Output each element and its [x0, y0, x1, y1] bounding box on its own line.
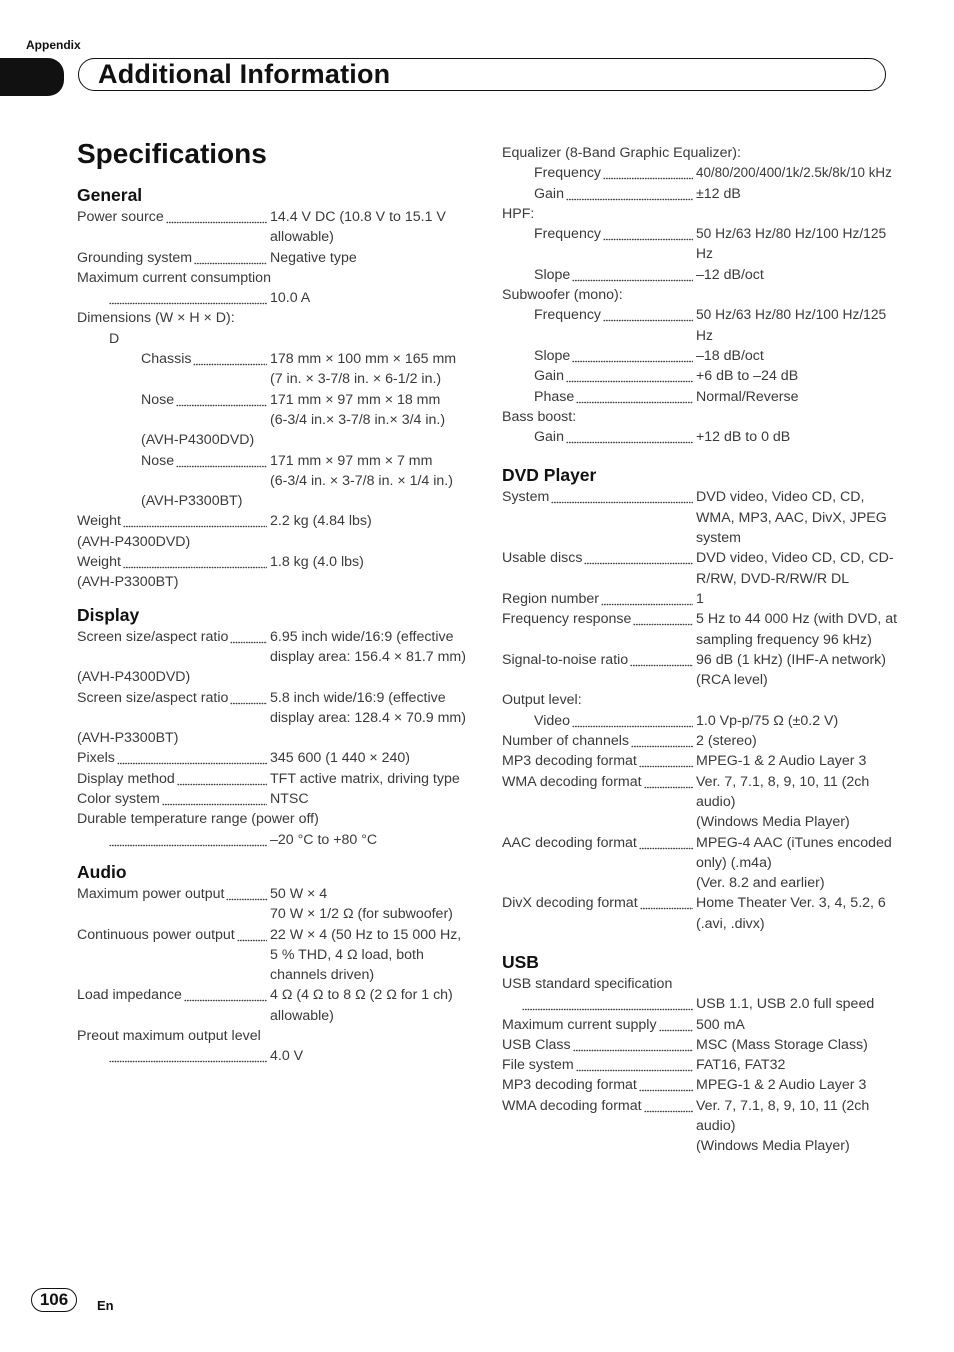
spec-label-usb-standard: USB standard specification — [502, 975, 673, 992]
spec-value-alt: (6-3/4 in.× 3-7/8 in.× 3/4 in.) — [270, 411, 446, 428]
spec-row-weight-1 — [77, 511, 472, 531]
spec-row-power-source — [77, 207, 472, 248]
spec-label: Screen size/aspect ratio — [77, 628, 229, 645]
spec-row-aac — [502, 833, 902, 894]
spec-value: NTSC — [270, 791, 309, 808]
spec-value: DVD video, Video CD, CD, CD-R/RW, DVD-R/RW/R DL — [696, 550, 894, 587]
spec-value: –20 °C to +80 °C — [270, 831, 378, 848]
spec-value: DVD video, Video CD, CD, WMA, MP3, AAC, DivX, JPEG system — [696, 489, 887, 547]
spec-row-channels — [502, 731, 902, 751]
spec-label: Nose — [141, 391, 175, 408]
spec-value: 1 — [696, 590, 704, 607]
spec-label: DivX decoding format — [502, 895, 638, 912]
model-note: (AVH-P4300DVD) — [141, 432, 255, 449]
spec-label: Screen size/aspect ratio — [77, 689, 229, 706]
spec-row-usb-wma — [502, 1096, 902, 1157]
spec-value: 50 W × 4 — [270, 885, 328, 902]
spec-row-bass-gain — [502, 427, 902, 447]
spec-label: Grounding system — [77, 249, 193, 266]
spec-value: TFT active matrix, driving type — [270, 770, 460, 787]
spec-label: File system — [502, 1057, 574, 1074]
spec-label: Frequency — [534, 165, 602, 182]
spec-label: Weight — [77, 513, 121, 530]
spec-value: ±12 dB — [696, 185, 741, 202]
section-tab — [0, 58, 64, 96]
spec-label-max-current: Maximum current consumption — [77, 269, 271, 286]
spec-value-alt: (7 in. × 3-7/8 in. × 6-1/2 in.) — [270, 371, 442, 388]
spec-row-mp3 — [502, 751, 902, 771]
spec-value: Ver. 7, 7.1, 8, 9, 10, 11 (2ch audio) — [696, 1097, 870, 1135]
spec-label: Gain — [534, 368, 564, 385]
spec-value: 1.8 kg (4.0 lbs) — [270, 554, 364, 571]
spec-label: WMA decoding format — [502, 773, 642, 790]
right-column — [502, 143, 902, 1157]
display-heading: Display — [77, 604, 140, 625]
spec-label: Maximum power output — [77, 885, 225, 902]
spec-label: Pixels — [77, 750, 115, 767]
spec-label: Phase — [534, 388, 575, 405]
spec-value: 178 mm × 100 mm × 165 mm — [270, 351, 457, 368]
spec-label: Region number — [502, 590, 600, 607]
spec-value: 6.95 inch wide/16:9 (effective display area: 156.4 × 81.7 mm) — [270, 628, 466, 665]
spec-row-usb-current — [502, 1015, 902, 1035]
spec-value-alt: (Windows Media Player) — [696, 1138, 850, 1155]
spec-row-sub-phase — [502, 387, 902, 407]
spec-row-dvd-system — [502, 487, 902, 548]
spec-value: +12 dB to 0 dB — [696, 429, 791, 446]
spec-value: –18 dB/oct — [696, 347, 764, 364]
spec-value: +6 dB to –24 dB — [696, 368, 799, 385]
spec-row-divx — [502, 893, 902, 934]
spec-value-alt: 70 W × 1/2 Ω (for subwoofer) — [270, 906, 453, 923]
spec-label: Display method — [77, 770, 175, 787]
spec-value: 4 Ω (4 Ω to 8 Ω (2 Ω for 1 ch) allowable) — [270, 987, 453, 1024]
spec-value: 500 mA — [696, 1016, 745, 1033]
page-title: Specifications — [77, 138, 267, 169]
spec-label: Gain — [534, 185, 564, 202]
spec-row-eq-gain — [502, 184, 902, 204]
spec-row-hpf-slope — [502, 265, 902, 285]
spec-row-grounding — [77, 248, 472, 268]
page-number: 106 — [31, 1288, 77, 1312]
spec-row-screen-1 — [77, 627, 472, 668]
spec-label: Gain — [534, 429, 564, 446]
model-note: (AVH-P3300BT) — [77, 730, 179, 747]
spec-value: 50 Hz/63 Hz/80 Hz/100 Hz/125 Hz — [696, 226, 887, 262]
spec-row-continuous-power — [77, 925, 472, 986]
spec-value-alt: (6-3/4 in. × 3-7/8 in. × 1/4 in.) — [270, 472, 453, 489]
spec-label-preout: Preout maximum output level — [77, 1027, 261, 1044]
general-heading: General — [77, 185, 143, 205]
spec-row-hpf-frequency — [502, 224, 902, 265]
subwoofer-label: Subwoofer (mono): — [502, 287, 623, 304]
spec-row-nose-1 — [77, 390, 472, 431]
spec-row-sub-gain — [502, 366, 902, 386]
spec-value: 40/80/200/400/1k/2.5k/8k/10 kHz — [696, 165, 892, 181]
spec-row-preout — [77, 1046, 472, 1066]
model-note: (AVH-P4300DVD) — [77, 533, 191, 550]
spec-value: 171 mm × 97 mm × 7 mm — [270, 452, 433, 469]
language-label: En — [97, 1298, 114, 1313]
bass-boost-label: Bass boost: — [502, 408, 577, 425]
spec-value: MPEG-1 & 2 Audio Layer 3 — [696, 753, 867, 770]
spec-label: Video — [534, 712, 571, 729]
spec-label: Chassis — [141, 351, 192, 368]
spec-label: Load impedance — [77, 987, 182, 1004]
spec-label: AAC decoding format — [502, 834, 637, 851]
hpf-label: HPF: — [502, 205, 535, 222]
spec-value: 50 Hz/63 Hz/80 Hz/100 Hz/125 Hz — [696, 307, 887, 343]
spec-value: Normal/Reverse — [696, 388, 799, 405]
spec-value: MPEG-4 AAC (iTunes encoded only) (.m4a) — [696, 834, 892, 871]
usb-heading: USB — [502, 951, 539, 972]
spec-label: Maximum current supply — [502, 1016, 657, 1033]
spec-value-alt: (Ver. 8.2 and earlier) — [696, 875, 825, 892]
spec-row-usb-mp3 — [502, 1075, 902, 1095]
spec-row-video — [502, 711, 902, 731]
spec-value: Ver. 7, 7.1, 8, 9, 10, 11 (2ch audio) — [696, 773, 870, 810]
spec-value: 5.8 inch wide/16:9 (effective display area: 128.4 × 70.9 mm) — [270, 689, 466, 726]
spec-value: 5 Hz to 44 000 Hz (with DVD, at sampling frequency 96 kHz) — [696, 611, 898, 648]
spec-row-eq-frequency — [502, 163, 902, 183]
spec-row-sub-slope — [502, 346, 902, 366]
spec-row-color-system — [77, 789, 472, 809]
spec-row-chassis — [77, 349, 472, 390]
spec-label: Weight — [77, 554, 121, 571]
spec-value: Home Theater Ver. 3, 4, 5.2, 6 (.avi, .divx) — [696, 895, 886, 932]
spec-value: 171 mm × 97 mm × 18 mm — [270, 391, 441, 408]
spec-row-usable-discs — [502, 548, 902, 589]
dvd-player-heading: DVD Player — [502, 465, 597, 486]
spec-label: Continuous power output — [77, 926, 235, 943]
dimensions-label: Dimensions (W × H × D): — [77, 310, 235, 327]
spec-value: MSC (Mass Storage Class) — [696, 1036, 868, 1053]
spec-value-alt: (Windows Media Player) — [696, 814, 850, 831]
spec-value: MPEG-1 & 2 Audio Layer 3 — [696, 1077, 867, 1094]
spec-value: 22 W × 4 (50 Hz to 15 000 Hz, 5 % THD, 4 Ω load, both channels driven) — [270, 926, 462, 984]
spec-row-sub-frequency — [502, 305, 902, 346]
spec-label: Power source — [77, 209, 164, 225]
output-level-label: Output level: — [502, 692, 582, 709]
spec-value: USB 1.1, USB 2.0 full speed — [696, 996, 875, 1013]
spec-label: WMA decoding format — [502, 1097, 642, 1114]
spec-row-pixels — [77, 748, 472, 768]
spec-row-usb-class — [502, 1035, 902, 1055]
spec-value: Negative type — [270, 249, 357, 266]
spec-label: Slope — [534, 347, 571, 364]
spec-label-temperature: Durable temperature range (power off) — [77, 811, 319, 828]
spec-row-nose-2 — [77, 451, 472, 492]
spec-row-screen-2 — [77, 688, 472, 729]
spec-value: 2.2 kg (4.84 lbs) — [270, 513, 372, 530]
model-note: (AVH-P3300BT) — [141, 493, 243, 510]
spec-label: MP3 decoding format — [502, 1077, 637, 1094]
spec-label: MP3 decoding format — [502, 753, 637, 770]
spec-label: Signal-to-noise ratio — [502, 651, 629, 668]
spec-label: Usable discs — [502, 550, 583, 567]
spec-label: Color system — [77, 791, 160, 808]
spec-value: 14.4 V DC (10.8 V to 15.1 V allowable) — [270, 209, 446, 246]
spec-value: 10.0 A — [270, 290, 311, 307]
spec-row-max-current — [77, 288, 472, 308]
spec-row-usb-standard — [502, 994, 902, 1014]
spec-row-load-impedance — [77, 985, 472, 1026]
spec-label: Number of channels — [502, 733, 629, 750]
spec-value: –12 dB/oct — [696, 266, 764, 283]
spec-row-weight-2 — [77, 552, 472, 572]
spec-label: Frequency response — [502, 611, 632, 628]
model-note: (AVH-P3300BT) — [77, 574, 179, 591]
spec-row-max-power — [77, 884, 472, 925]
spec-label: Frequency — [534, 307, 602, 324]
spec-row-file-system — [502, 1055, 902, 1075]
spec-value: 345 600 (1 440 × 240) — [270, 750, 411, 767]
spec-label: Slope — [534, 266, 571, 283]
spec-value: FAT16, FAT32 — [696, 1057, 786, 1074]
spec-value: 1.0 Vp-p/75 Ω (±0.2 V) — [696, 712, 839, 729]
spec-row-region — [502, 589, 902, 609]
spec-row-temperature — [77, 830, 472, 850]
spec-label: System — [502, 489, 550, 506]
spec-label: USB Class — [502, 1036, 571, 1053]
model-note: (AVH-P4300DVD) — [77, 669, 191, 686]
spec-value: 2 (stereo) — [696, 733, 757, 750]
audio-heading: Audio — [77, 861, 127, 882]
spec-value: 4.0 V — [270, 1048, 304, 1065]
spec-row-wma — [502, 772, 902, 833]
spec-value: 96 dB (1 kHz) (IHF-A network) (RCA level) — [696, 651, 886, 689]
spec-row-display-method — [77, 769, 472, 789]
dimensions-d-label: D — [109, 330, 120, 347]
section-title: Additional Information — [98, 59, 391, 89]
equalizer-label: Equalizer (8-Band Graphic Equalizer): — [502, 145, 741, 161]
left-column — [77, 183, 472, 1067]
spec-row-snr — [502, 650, 902, 691]
appendix-label: Appendix — [26, 38, 81, 52]
spec-label: Nose — [141, 452, 175, 469]
spec-row-frequency-response — [502, 609, 902, 650]
spec-label: Frequency — [534, 226, 602, 243]
